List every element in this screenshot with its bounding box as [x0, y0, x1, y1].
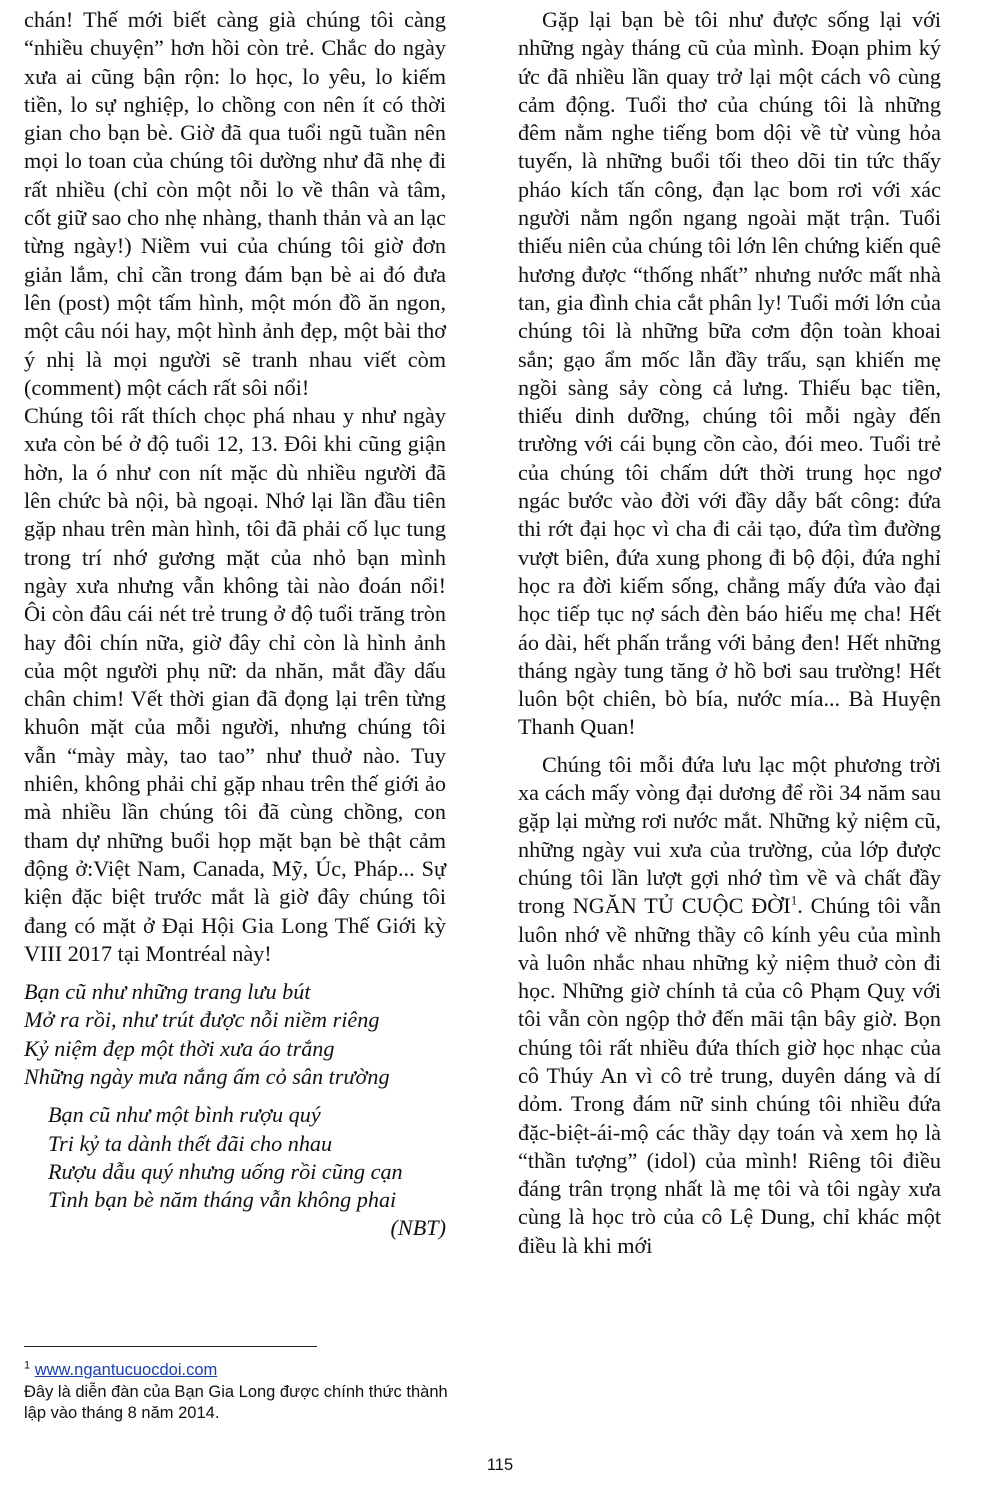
right-column — [518, 6, 941, 1260]
poem — [24, 978, 446, 1243]
footnote-reference[interactable]: 1 — [790, 892, 798, 908]
body-paragraph: Gặp lại bạn bè tôi như được sống lại với những ngày tháng cũ của mình. Đoạn phim ký ức đã nhiều lần quay trở lại một cách vô cùng cảm động. Tuổi thơ của chúng tôi là những đêm nằm nghe tiếng bom dội về từ vùng hỏa tuyến, là những buổi tối theo dõi tin tức thấy pháo kích tấn công, đạn lạc bom rơi với xác người nằm ngổn ngang ngoài mặt trận. Tuổi thiếu niên của chúng tôi lớn lên chứng kiến quê hương được “thống nhất” nhưng nước mất nhà tan, gia đình chia cắt phân ly! Tuổi mới lớn của chúng tôi là những bữa cơm độn toàn khoai sắn; gạo ẩm mốc lẫn đầy trấu, sạn khiến mẹ ngồi sàng sảy còng cả lưng. Thiếu bạc tiền, thiếu dinh dưỡng, chúng tôi mỗi ngày đến trường với cái bụng cồn cào, đói meo. Tuổi trẻ của chúng tôi chấm dứt thời trung học ngơ ngác bước vào đời với đầy dẫy bất công: đứa thi rớt đại học vì cha đi cải tạo, đứa tìm đường vượt biên, đứa xung phong đi bộ đội, đứa nghỉ học ra đời kiếm sống, chẳng mấy đứa vào đại học tiếp tục nợ sách đèn báo hiếu mẹ cha! Hết áo dài, hết phấn trắng với bảng đen! Hết những tháng ngày tung tăng ở hồ bơi sau trường! Hết luôn bột chiên, bò bía, nước mía... Bà Huyện Thanh Quan! — [518, 7, 941, 740]
poem-line: Tình bạn bè năm tháng vẫn không phai — [48, 1187, 397, 1213]
poem-line: Những ngày mưa nắng ấm cỏ sân trường — [24, 1063, 390, 1089]
left-column — [24, 6, 446, 1243]
paragraph-text: . Chúng tôi vẫn luôn nhớ về những thầy cô kính yêu của mình và luôn nhắc nhau những kỷ niệm thuở còn đi học. Những giờ chính tả của cô Phạm Quỵ với tôi vẫn còn ngộp thở đến mãi tận bây giờ. Bọn chúng tôi rất nhiều đứa thích giờ học nhạc của cô Thúy An vì cô trẻ trung, duyên dáng và dí dỏm. Trong đám nữ sinh chúng tôi nhiều đứa đặc-biệt-ái-mộ các thầy dạy toán và xem họ là “thần tượng” (idol) của mình! Riêng tôi điều đáng trân trọng nhất là mẹ tôi và tôi ngày xưa cùng là học trò của cô Lệ Dung, chỉ khác một điều là khi mới — [518, 893, 941, 1258]
footnote — [24, 1360, 464, 1425]
page-number: 115 — [486, 1456, 514, 1474]
poem-line: Rượu dẫu quý nhưng uống rồi cũng cạn — [48, 1158, 403, 1184]
footnote-text: Đây là diễn đàn của Bạn Gia Long được chính thức thành lập vào tháng 8 năm 2014. — [24, 1382, 448, 1422]
poem-signature: (NBT) — [390, 1215, 446, 1241]
body-paragraph: Chúng tôi rất thích chọc phá nhau y như ngày xưa còn bé ở độ tuổi 12, 13. Đôi khi cũng giận hờn, la ó như con nít mặc dù nhiều người đã lên chức bà nội, bà ngoại. Nhớ lại lần đầu tiên gặp nhau trên màn hình, tôi đã phải cố lục tung trong trí nhớ gương mặt của nhỏ bạn mình ngày xưa nhưng vẫn không tài nào đoán nổi! Ôi còn đâu cái nét trẻ trung ở độ tuổi trăng tròn hay đôi chín nữa, giờ đây chỉ còn là hình ảnh của một người phụ nữ: da nhăn, mắt đầy dấu chân chim! Vết thời gian đã đọng lại trên từng khuôn mặt của mỗi người, nhưng chúng tôi vẫn “mày mày, tao tao” như thuở nào. Tuy nhiên, không phải chỉ gặp nhau trên thế giới ảo mà nhiều lần chúng tôi đã cùng chồng, con tham dự những buổi họp mặt bạn bè thật cảm động ở:Việt Nam, Canada, Mỹ, Úc, Pháp... Sự kiện đặc biệt trước mắt là giờ đây chúng tôi đang có mặt ở Đại Hội Gia Long Thế Giới kỳ VIII 2017 tại Montréal này! — [24, 403, 446, 966]
poem-line: Kỷ niệm đẹp một thời xưa áo trắng — [24, 1035, 335, 1061]
body-paragraph: chán! Thế mới biết càng già chúng tôi càng “nhiều chuyện” hơn hồi còn trẻ. Chắc do ngày xưa ai cũng bận rộn: lo học, lo yêu, lo kiếm tiền, lo sự nghiệp, lo chồng con nên ít có thời gian cho bạn bè. Giờ đã qua tuổi ngũ tuần nên mọi lo toan của chúng tôi dường như đã nhẹ đi rất nhiều (chỉ còn một nỗi lo về thân và tâm, cốt giữ sao cho nhẹ nhàng, thanh thản và an lạc từng ngày!) Niềm vui của chúng tôi giờ đơn giản lắm, chỉ cần trong đám bạn bè ai đó đưa lên (post) một tấm hình, một món đồ ăn ngon, một câu nói hay, một hình ảnh đẹp, một bài thơ ý nhị là mọi người sẽ tranh nhau viết còm (comment) một cách rất sôi nổi! — [24, 7, 446, 400]
footnote-link[interactable]: www.ngantucuocdoi.com — [34, 1361, 218, 1379]
poem-stanza — [24, 1101, 446, 1242]
footnote-line — [24, 1360, 464, 1382]
poem-line: Bạn cũ như những trang lưu bút — [24, 979, 311, 1005]
poem-line: Tri kỷ ta dành thết đãi cho nhau — [48, 1130, 333, 1156]
poem-line: Bạn cũ như một bình rượu quý — [48, 1102, 321, 1128]
poem-stanza — [24, 978, 446, 1091]
footnote-marker: 1 — [24, 1359, 31, 1372]
poem-line: Mở ra rồi, như trút được nỗi niềm riêng — [24, 1007, 380, 1033]
paragraph-text: Chúng tôi mỗi đứa lưu lạc một phương trời xa cách mấy vòng đại dương để rồi 34 năm sau gặp lại mừng rơi nước mắt. Những kỷ niệm cũ, những ngày vui xưa của trường, của lớp được chúng tôi lần lượt gợi nhớ tìm về và chất đầy trong NGĂN TỦ CUỘC ĐỜI — [518, 751, 941, 919]
body-paragraph — [518, 751, 941, 1260]
footnote-divider — [24, 1346, 317, 1347]
